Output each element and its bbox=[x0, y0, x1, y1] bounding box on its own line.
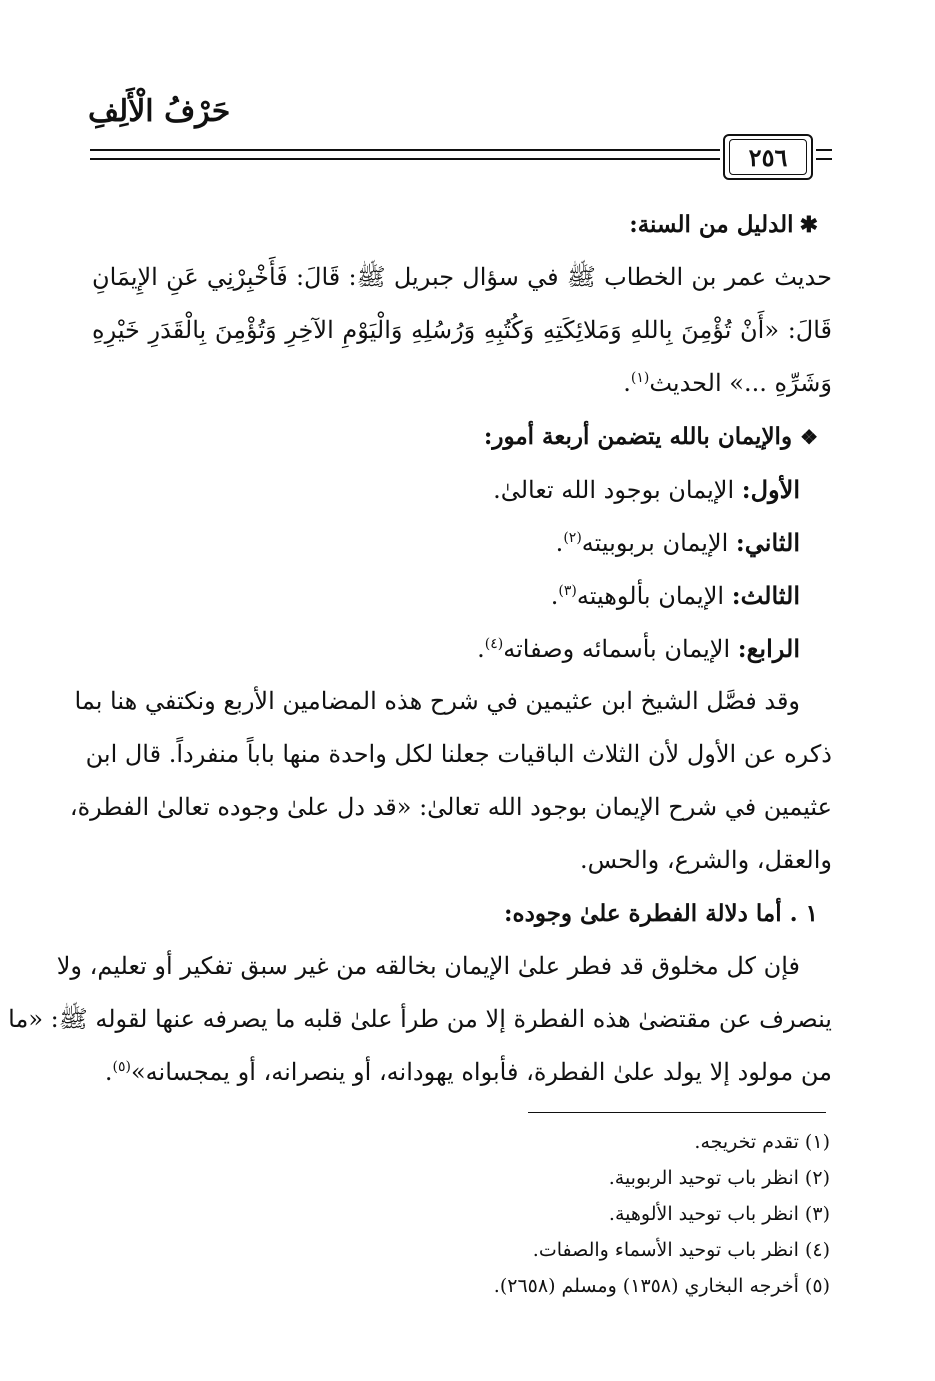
running-title: حَرْفُ الْأَلِفِ bbox=[88, 94, 231, 129]
list-item: الرابع: الإيمان بأسمائه وصفاته$^{(٤)}$. bbox=[477, 634, 800, 663]
page-number-box bbox=[723, 134, 813, 180]
paragraph-line: فإن كل مخلوق قد فطر علىٰ الإيمان بخالقه من غير سبق تفكير أو تعليم، ولا bbox=[56, 952, 800, 980]
bullet-icon: ❖ bbox=[800, 425, 818, 449]
header-rule bbox=[816, 149, 832, 151]
list-item: الثاني: الإيمان بربوبيته$^{(٢)}$. bbox=[555, 528, 800, 557]
paragraph-line: وقد فصَّل الشيخ ابن عثيمين في شرح هذه المضامين الأربع ونكتفي هنا بما bbox=[74, 687, 800, 715]
footnote-ref: (٢) bbox=[563, 530, 582, 546]
footnote: (٥) أخرجه البخاري (١٣٥٨) ومسلم (٢٦٥٨). bbox=[493, 1275, 830, 1297]
section-heading: ✱الدليل من السنة: bbox=[629, 211, 818, 238]
footnote-ref: (٣) bbox=[558, 583, 577, 599]
footnotes bbox=[300, 1124, 830, 1304]
footnote-ref: (٥) bbox=[112, 1059, 131, 1075]
footnote: (١) تقدم تخريجه. bbox=[694, 1131, 830, 1153]
header-rule bbox=[90, 149, 720, 151]
paragraph-line: ذكره عن الأول لأن الثلاث الباقيات جعلنا لكل واحدة منها باباً منفرداً. قال ابن bbox=[85, 740, 832, 768]
asterisk-icon: ✱ bbox=[799, 212, 818, 238]
footnote: (٢) انظر باب توحيد الربوبية. bbox=[608, 1167, 830, 1189]
main-text bbox=[8, 198, 832, 1099]
header-rule bbox=[816, 158, 832, 160]
footnote-ref: (١) bbox=[630, 370, 650, 386]
footnote: (٤) انظر باب توحيد الأسماء والصفات. bbox=[532, 1239, 830, 1261]
page-number: ٢٥٦ bbox=[729, 139, 807, 175]
paragraph-line: ينصرف عن مقتضىٰ هذه الفطرة إلا من طرأ علىٰ قلبه ما يصرفه عنها لقوله ﷺ: «ما bbox=[8, 1005, 832, 1033]
list-item: الثالث: الإيمان بألوهيته$^{(٣)}$. bbox=[550, 581, 800, 610]
hadith-line: قَالَ: «أَنْ تُؤْمِنَ بِاللهِ وَمَلائِكَتِهِ وَكُتُبِهِ وَرُسُلِهِ وَالْيَوْمِ الآخِرِ وَتُؤْمِنَ بِالْقَدَرِ خَيْرِهِ bbox=[92, 316, 832, 344]
list-item: الأول: الإيمان بوجود الله تعالىٰ. bbox=[493, 475, 800, 504]
footnote: (٣) انظر باب توحيد الألوهية. bbox=[608, 1203, 830, 1225]
section-heading: ١ . أما دلالة الفطرة علىٰ وجوده: bbox=[504, 900, 818, 927]
section-heading: ❖والإيمان بالله يتضمن أربعة أمور: bbox=[483, 423, 818, 450]
footnote-separator bbox=[528, 1112, 826, 1113]
paragraph-line: عثيمين في شرح الإيمان بوجود الله تعالىٰ: «قد دل علىٰ وجوده تعالىٰ الفطرة، bbox=[69, 793, 832, 821]
header-rule bbox=[90, 158, 720, 160]
paragraph-line: من مولود إلا يولد علىٰ الفطرة، فأبواه يهودانه، أو ينصرانه، أو يمجسانه»$^{(٥)}$. bbox=[104, 1058, 832, 1086]
footnote-ref: (٤) bbox=[484, 636, 504, 652]
hadith-line: وَشَرِّهِ ...» الحديث$^{(١)}$. bbox=[623, 369, 832, 397]
hadith-line: حديث عمر بن الخطاب ﷺ في سؤال جبريل ﷺ: قَالَ: فَأَخْبِرْنِي عَنِ الإِيمَانِ bbox=[92, 263, 832, 291]
paragraph-line: والعقل، والشرع، والحس. bbox=[579, 846, 832, 874]
